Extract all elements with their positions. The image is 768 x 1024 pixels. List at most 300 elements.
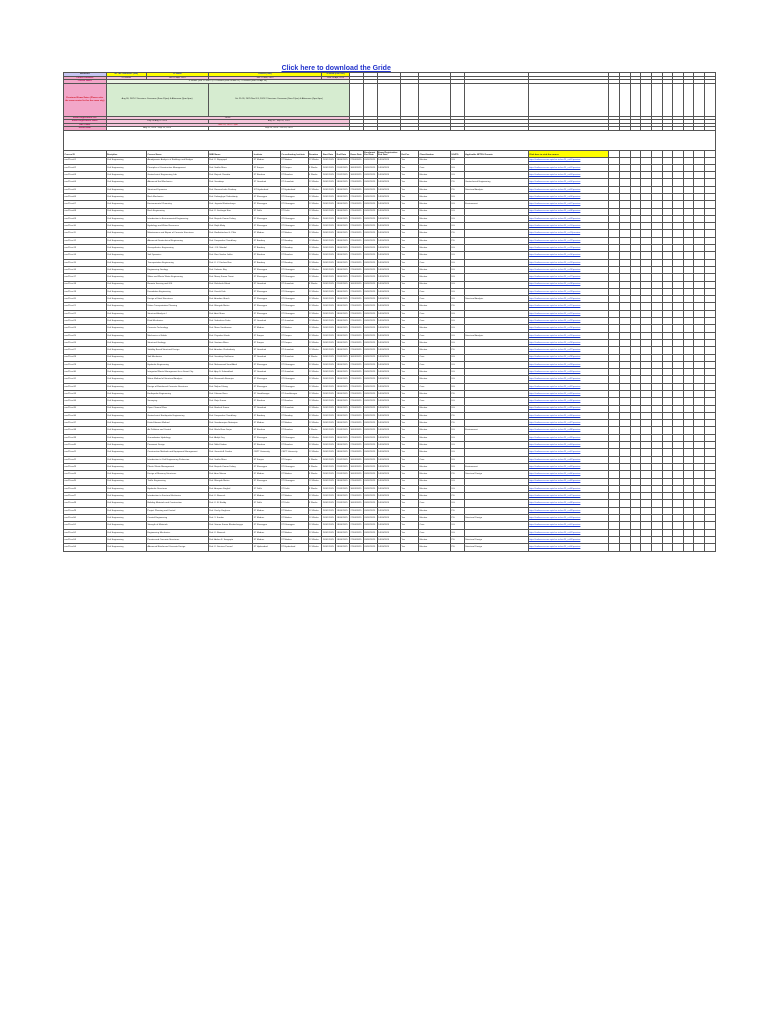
table-cell: 21/03/2025 <box>336 354 350 361</box>
table-cell: 27/04/2025 <box>349 449 363 456</box>
course-link[interactable]: https://onlinecourses.nptel.ac.in/noc25_ce01/preview <box>528 157 609 164</box>
table-cell: 12 Weeks <box>308 230 322 237</box>
table-cell: 18/04/2025 <box>336 449 350 456</box>
table-cell: 14/03/2025 <box>377 398 400 405</box>
table-cell: Integrated Waste Management for a Smart City <box>146 369 208 376</box>
table-cell: Civil Engineering <box>106 471 146 478</box>
table-cell: Yes <box>401 252 419 259</box>
table-cell: Prof. Brajesh Kumar Dubey <box>208 215 253 222</box>
course-link[interactable]: https://onlinecourses.nptel.ac.in/noc25_ce07/preview <box>528 201 609 208</box>
table-cell: IIT Madras <box>280 529 308 536</box>
table-cell: IIT Gandhinagar <box>253 391 281 398</box>
table-cell: 03/02/2025 <box>363 259 377 266</box>
table-cell: 21/03/2025 <box>336 471 350 478</box>
course-link[interactable]: https://onlinecourses.nptel.ac.in/noc25_ce40/preview <box>528 442 609 449</box>
table-cell: Design of Masonry Structures <box>146 471 208 478</box>
table-cell <box>464 529 528 536</box>
table-cell <box>464 361 528 368</box>
table-cell: Prof. K. R. Reddy <box>208 500 253 507</box>
course-link[interactable]: https://onlinecourses.nptel.ac.in/noc25_ce26/preview <box>528 339 609 346</box>
table-cell: Stability Based Structural Design <box>146 347 208 354</box>
table-cell: 24/01/2025 <box>322 252 336 259</box>
table-cell: Yes <box>401 318 419 325</box>
table-cell: 14/03/2025 <box>377 434 400 441</box>
course-link[interactable]: https://onlinecourses.nptel.ac.in/noc25_ce05/preview <box>528 186 609 193</box>
table-cell: Elective <box>419 245 451 252</box>
table-cell: Civil Engineering <box>106 449 146 456</box>
table-cell: UG <box>450 463 464 470</box>
table-cell: 8 Weeks <box>308 164 322 171</box>
table-cell: IIT Guwahati <box>280 354 308 361</box>
table-cell: Prof. Manoj Kumar Tiwari <box>208 274 253 281</box>
course-link[interactable]: https://onlinecourses.nptel.ac.in/noc25_ce30/preview <box>528 369 609 376</box>
table-cell <box>464 522 528 529</box>
table-cell <box>464 493 528 500</box>
table-cell: Prof. Arun Menon <box>208 471 253 478</box>
table-cell: Civil Engineering <box>106 332 146 339</box>
table-cell: 03/02/2025 <box>363 434 377 441</box>
table-cell: 18/04/2025 <box>336 325 350 332</box>
course-link[interactable]: https://onlinecourses.nptel.ac.in/noc25_ce47/preview <box>528 493 609 500</box>
table-cell: Yes <box>401 522 419 529</box>
course-link[interactable]: https://onlinecourses.nptel.ac.in/noc25_ce08/preview <box>528 208 609 215</box>
table-cell: 18/04/2025 <box>336 310 350 317</box>
column-header: Institute <box>253 150 281 157</box>
course-link[interactable]: https://onlinecourses.nptel.ac.in/noc25_ce12/preview <box>528 237 609 244</box>
table-cell: 14/03/2025 <box>377 529 400 536</box>
course-link[interactable]: https://onlinecourses.nptel.ac.in/noc25_ce52/preview <box>528 529 609 536</box>
hall-ticket-value: June 29, 2025 - 5pm <box>106 123 349 127</box>
table-cell: IIT Delhi <box>253 485 281 492</box>
course-link[interactable]: https://onlinecourses.nptel.ac.in/noc25_ce25/preview <box>528 332 609 339</box>
table-cell: UG <box>450 281 464 288</box>
table-cell: Hydraulic Structures <box>146 485 208 492</box>
table-cell: Civil Engineering <box>106 420 146 427</box>
column-header: Exam Registration End Date <box>377 150 400 157</box>
table-cell: 27/04/2025 <box>349 339 363 346</box>
table-cell: UG <box>450 223 464 230</box>
table-cell: 14/03/2025 <box>377 252 400 259</box>
table-cell: 03/02/2025 <box>363 471 377 478</box>
course-link[interactable]: https://onlinecourses.nptel.ac.in/noc25_ce29/preview <box>528 361 609 368</box>
course-link[interactable]: https://onlinecourses.nptel.ac.in/noc25_ce34/preview <box>528 398 609 405</box>
table-cell: Structural Design <box>464 544 528 551</box>
table-cell: 27/04/2025 <box>349 332 363 339</box>
table-cell: 12 Weeks <box>308 223 322 230</box>
table-cell: 18/04/2025 <box>336 230 350 237</box>
course-link[interactable]: https://onlinecourses.nptel.ac.in/noc25_ce23/preview <box>528 318 609 325</box>
table-cell <box>464 215 528 222</box>
column-header: Applicable NPTEL Domain <box>464 150 528 157</box>
course-link[interactable]: https://onlinecourses.nptel.ac.in/noc25_ce35/preview <box>528 405 609 412</box>
table-cell: 8 Weeks <box>308 427 322 434</box>
table-cell: 14/03/2025 <box>377 485 400 492</box>
table-cell: UG <box>450 193 464 200</box>
course-link[interactable]: https://onlinecourses.nptel.ac.in/noc25_ce43/preview <box>528 463 609 470</box>
table-cell: IIT Kharagpur <box>280 522 308 529</box>
table-cell: 03/02/2025 <box>363 245 377 252</box>
course-link[interactable]: https://onlinecourses.nptel.ac.in/noc25_ce02/preview <box>528 164 609 171</box>
table-cell: 27/04/2025 <box>349 536 363 543</box>
table-cell: 14/03/2025 <box>377 179 400 186</box>
table-row <box>64 500 716 507</box>
course-link[interactable]: https://onlinecourses.nptel.ac.in/noc25_ce44/preview <box>528 471 609 478</box>
table-cell: IIT Kanpur <box>280 332 308 339</box>
table-cell: 24/01/2025 <box>322 303 336 310</box>
table-cell: Civil Engineering <box>106 515 146 522</box>
table-cell: 27/04/2025 <box>349 259 363 266</box>
course-link[interactable]: https://onlinecourses.nptel.ac.in/noc25_ce13/preview <box>528 245 609 252</box>
course-link[interactable]: https://onlinecourses.nptel.ac.in/noc25_ce49/preview <box>528 507 609 514</box>
table-cell: IIT Kharagpur <box>253 274 281 281</box>
course-link[interactable]: https://onlinecourses.nptel.ac.in/noc25_ce20/preview <box>528 296 609 303</box>
table-cell: Urban Transportation Planning <box>146 303 208 310</box>
table-cell: Yes <box>401 347 419 354</box>
table-cell: 24/01/2025 <box>322 434 336 441</box>
table-cell <box>464 245 528 252</box>
table-cell: 14/03/2025 <box>377 478 400 485</box>
table-cell: noc25-ce42 <box>64 456 107 463</box>
table-cell: Elective <box>419 347 451 354</box>
column-header: Co-ordinating Institute <box>280 150 308 157</box>
table-cell: IIT Kharagpur <box>280 463 308 470</box>
course-link[interactable]: https://onlinecourses.nptel.ac.in/noc25_ce22/preview <box>528 310 609 317</box>
table-cell: Yes <box>401 515 419 522</box>
table-cell: Core <box>419 522 451 529</box>
table-cell: IIT Delhi <box>253 208 281 215</box>
table-cell: noc25-ce04 <box>64 179 107 186</box>
table-cell: 24/01/2025 <box>322 310 336 317</box>
table-cell: IIT Hyderabad <box>280 544 308 551</box>
exam-reg-label: Exam Registration Dates <box>64 120 107 124</box>
table-cell: CEPT University <box>253 449 281 456</box>
table-cell: noc25-ce53 <box>64 536 107 543</box>
table-cell: 18/04/2025 <box>336 266 350 273</box>
table-cell: 03/02/2025 <box>363 442 377 449</box>
table-cell: IIT Roorkee <box>280 172 308 179</box>
table-cell: UG <box>450 332 464 339</box>
table-cell: UG <box>450 259 464 266</box>
table-cell: Core <box>419 361 451 368</box>
table-cell: Civil Engineering <box>106 164 146 171</box>
table-cell: Introduction to Fracture Mechanics <box>146 493 208 500</box>
table-cell: 24/01/2025 <box>322 420 336 427</box>
table-row <box>64 536 716 543</box>
table-cell: Prof. Ajay S. Kalamdhad <box>208 369 253 376</box>
table-cell: 27/04/2025 <box>349 361 363 368</box>
table-cell: 03/02/2025 <box>363 186 377 193</box>
table-cell: 18/04/2025 <box>336 193 350 200</box>
table-cell: IIT Delhi <box>253 500 281 507</box>
table-cell: Yes <box>401 449 419 456</box>
table-cell: 18/04/2025 <box>336 332 350 339</box>
table-row <box>64 252 716 259</box>
table-cell <box>464 318 528 325</box>
table-row <box>64 237 716 244</box>
table-cell: Civil Engineering <box>106 369 146 376</box>
table-cell: 03/02/2025 <box>363 522 377 529</box>
table-cell: IIT Kharagpur <box>280 201 308 208</box>
table-cell: IIT Roorkee <box>253 172 281 179</box>
table-cell: Project Planning and Control <box>146 507 208 514</box>
table-row <box>64 223 716 230</box>
table-cell: Elective <box>419 485 451 492</box>
table-cell: 03/02/2025 <box>363 478 377 485</box>
table-cell: 14/03/2025 <box>377 442 400 449</box>
course-link[interactable]: https://onlinecourses.nptel.ac.in/noc25_ce45/preview <box>528 478 609 485</box>
table-cell: Construction Methods and Equipment Management <box>146 449 208 456</box>
table-cell: 03/02/2025 <box>363 208 377 215</box>
table-cell: 27/04/2025 <box>349 420 363 427</box>
course-link[interactable]: https://onlinecourses.nptel.ac.in/noc25_ce36/preview <box>528 412 609 419</box>
course-link[interactable]: https://onlinecourses.nptel.ac.in/noc25_ce38/preview <box>528 427 609 434</box>
semester-label: Semester <box>64 73 107 77</box>
course-link[interactable]: https://onlinecourses.nptel.ac.in/noc25_ce06/preview <box>528 193 609 200</box>
table-cell: Rock Engineering <box>146 208 208 215</box>
table-cell: noc25-ce06 <box>64 193 107 200</box>
table-cell: 27/04/2025 <box>349 157 363 164</box>
course-link[interactable]: https://onlinecourses.nptel.ac.in/noc25_ce17/preview <box>528 274 609 281</box>
table-cell: 27/04/2025 <box>349 391 363 398</box>
table-cell: Structural Dynamics <box>146 186 208 193</box>
table-cell: UG <box>450 266 464 273</box>
table-row <box>64 493 716 500</box>
course-link[interactable]: https://onlinecourses.nptel.ac.in/noc25_ce03/preview <box>528 172 609 179</box>
table-cell: 18/04/2025 <box>336 296 350 303</box>
table-cell: 03/02/2025 <box>363 391 377 398</box>
course-link[interactable]: https://onlinecourses.nptel.ac.in/noc25_ce15/preview <box>528 259 609 266</box>
table-cell: Prof. Brajesh Kumar Dubey <box>208 463 253 470</box>
download-link[interactable]: Click here to download the Gride <box>281 64 391 72</box>
course-link[interactable]: https://onlinecourses.nptel.ac.in/noc25_ce21/preview <box>528 303 609 310</box>
table-cell <box>464 208 528 215</box>
table-cell: IIT Kharagpur <box>253 193 281 200</box>
table-cell: UG <box>450 354 464 361</box>
table-cell: noc25-ce18 <box>64 281 107 288</box>
table-cell: Prof. Rajib Maity <box>208 223 253 230</box>
table-cell: 24/01/2025 <box>322 369 336 376</box>
table-cell: noc25-ce11 <box>64 230 107 237</box>
table-cell: IIT Guwahati <box>280 318 308 325</box>
table-cell: noc25-ce39 <box>64 434 107 441</box>
table-cell: 27/04/2025 <box>349 522 363 529</box>
table-cell: Prof. Sreedeep <box>208 179 253 186</box>
table-cell: PG <box>450 471 464 478</box>
table-cell: Yes <box>401 544 419 551</box>
table-cell: Core <box>419 310 451 317</box>
table-cell: Yes <box>401 529 419 536</box>
table-cell: IIT Madras <box>280 536 308 543</box>
table-cell: IIT Roorkee <box>280 252 308 259</box>
table-cell: noc25-ce44 <box>64 471 107 478</box>
table-cell: 14/03/2025 <box>377 420 400 427</box>
table-cell: IIT Delhi <box>280 500 308 507</box>
table-cell: 03/02/2025 <box>363 376 377 383</box>
table-cell: 27/04/2025 <box>349 398 363 405</box>
table-cell <box>464 274 528 281</box>
table-cell: 14/03/2025 <box>377 193 400 200</box>
table-cell: Prof. Sudhir Misra <box>208 456 253 463</box>
table-cell: Civil Engineering <box>106 296 146 303</box>
table-row <box>64 157 716 164</box>
table-cell: Foundation Engineering <box>146 288 208 295</box>
table-cell: Elective <box>419 201 451 208</box>
course-link[interactable]: https://onlinecourses.nptel.ac.in/noc25_ce50/preview <box>528 515 609 522</box>
table-cell: Fluid Mechanics <box>146 318 208 325</box>
course-link[interactable]: https://onlinecourses.nptel.ac.in/noc25_ce28/preview <box>528 354 609 361</box>
table-cell: Transportation Engineering <box>146 259 208 266</box>
table-cell: 24/01/2025 <box>322 361 336 368</box>
table-cell: noc25-ce17 <box>64 274 107 281</box>
table-cell: Civil Engineering <box>106 274 146 281</box>
table-cell: Civil Engineering <box>106 493 146 500</box>
table-cell: UG <box>450 245 464 252</box>
course-link[interactable]: https://onlinecourses.nptel.ac.in/noc25_ce54/preview <box>528 544 609 551</box>
table-cell: Yes <box>401 296 419 303</box>
table-cell: IIT Bombay <box>280 245 308 252</box>
table-cell: 12 Weeks <box>308 369 322 376</box>
table-cell: Environment <box>464 463 528 470</box>
table-cell: 18/04/2025 <box>336 412 350 419</box>
table-cell: Civil Engineering <box>106 325 146 332</box>
table-cell: noc25-ce05 <box>64 186 107 193</box>
table-cell: IIT Madras <box>280 230 308 237</box>
table-cell: 27/04/2025 <box>349 478 363 485</box>
table-cell <box>464 193 528 200</box>
table-cell: IIT Madras <box>253 536 281 543</box>
table-cell: Elective <box>419 442 451 449</box>
table-cell <box>464 354 528 361</box>
table-cell: 12 Weeks <box>308 296 322 303</box>
course-link[interactable]: https://onlinecourses.nptel.ac.in/noc25_ce46/preview <box>528 485 609 492</box>
table-cell: Core <box>419 318 451 325</box>
table-cell: 24/01/2025 <box>322 201 336 208</box>
course-link[interactable]: https://onlinecourses.nptel.ac.in/noc25_ce41/preview <box>528 449 609 456</box>
table-cell: Yes <box>401 536 419 543</box>
table-cell: IIT Roorkee <box>280 398 308 405</box>
table-cell: 27/04/2025 <box>349 442 363 449</box>
table-cell <box>464 303 528 310</box>
table-cell: Civil Engineering <box>106 376 146 383</box>
table-cell: Elective <box>419 427 451 434</box>
course-link[interactable]: https://onlinecourses.nptel.ac.in/noc25_ce04/preview <box>528 179 609 186</box>
course-link[interactable]: https://onlinecourses.nptel.ac.in/noc25_ce42/preview <box>528 456 609 463</box>
table-cell: IIT Roorkee <box>280 427 308 434</box>
table-cell: 14/03/2025 <box>377 230 400 237</box>
course-link[interactable]: https://onlinecourses.nptel.ac.in/noc25_ce39/preview <box>528 434 609 441</box>
table-cell: noc25-ce03 <box>64 172 107 179</box>
table-cell: 30/03/2025 <box>349 471 363 478</box>
table-cell: Prof. Nirjhar Dhang <box>208 383 253 390</box>
table-cell: IIT Kharagpur <box>280 303 308 310</box>
table-row <box>64 405 716 412</box>
column-header: Start Date <box>322 150 336 157</box>
table-cell: 12 Weeks <box>308 412 322 419</box>
table-cell: Yes <box>401 398 419 405</box>
table-cell: 12 Weeks <box>308 201 322 208</box>
table-cell: Prof. Abhijit Dey <box>208 434 253 441</box>
table-cell: Civil Engineering <box>106 281 146 288</box>
table-cell: Yes <box>401 332 419 339</box>
table-cell: IIT Kanpur <box>280 456 308 463</box>
course-link[interactable]: https://onlinecourses.nptel.ac.in/noc25_ce37/preview <box>528 420 609 427</box>
table-cell: PG <box>450 391 464 398</box>
table-cell: Prof. Bhola Ram Gurjar <box>208 427 253 434</box>
table-cell: Civil Engineering <box>106 193 146 200</box>
table-cell: 18/04/2025 <box>336 376 350 383</box>
table-cell: Core <box>419 164 451 171</box>
table-cell: IIT Guwahati <box>253 281 281 288</box>
table-cell <box>464 383 528 390</box>
course-link[interactable]: https://onlinecourses.nptel.ac.in/noc25_ce16/preview <box>528 266 609 273</box>
duration-8wk-jan: Jan 27-Mar, 2025 <box>208 76 322 80</box>
table-cell: noc25-ce31 <box>64 376 107 383</box>
table-cell: IIT Kharagpur <box>253 201 281 208</box>
table-cell: IIT Kharagpur <box>253 223 281 230</box>
table-cell: Air Pollution and Control <box>146 427 208 434</box>
table-cell: Yes <box>401 361 419 368</box>
table-cell: 12 Weeks <box>308 544 322 551</box>
table-cell: 03/02/2025 <box>363 507 377 514</box>
table-cell: 18/04/2025 <box>336 361 350 368</box>
course-link[interactable]: https://onlinecourses.nptel.ac.in/noc25_ce24/preview <box>528 325 609 332</box>
course-link[interactable]: https://onlinecourses.nptel.ac.in/noc25_ce31/preview <box>528 376 609 383</box>
table-cell: 03/02/2025 <box>363 266 377 273</box>
table-cell: 03/02/2025 <box>363 405 377 412</box>
table-cell: IIT Guwahati <box>253 405 281 412</box>
table-cell: Plastic Waste Management <box>146 463 208 470</box>
table-cell: IIT Madras <box>253 471 281 478</box>
table-cell: 14/03/2025 <box>377 208 400 215</box>
course-link[interactable]: https://onlinecourses.nptel.ac.in/noc25_ce09/preview <box>528 215 609 222</box>
course-link[interactable]: https://onlinecourses.nptel.ac.in/noc25_ce11/preview <box>528 230 609 237</box>
exam-reg-2: Aug 18 - Sep 20, 2025 <box>208 120 349 124</box>
table-cell: Engineering Geology <box>146 266 208 273</box>
table-cell: Civil Engineering <box>106 361 146 368</box>
course-link[interactable]: https://onlinecourses.nptel.ac.in/noc25_ce18/preview <box>528 281 609 288</box>
table-cell: Prof. Ravi Sankar Jakka <box>208 252 253 259</box>
exam-reg-1: July 28-Aug 22 2025 <box>106 120 208 124</box>
course-link[interactable]: https://onlinecourses.nptel.ac.in/noc25_ce53/preview <box>528 536 609 543</box>
table-cell: Civil Engineering <box>106 252 146 259</box>
table-cell: Elective <box>419 237 451 244</box>
exam-dates-2: Oct 25-26, 2025 Nov 8-9, 2025 2 Sessions: Forenoon (9am-12pm) & Afternoon (2pm-5pm) <box>208 83 349 116</box>
table-cell <box>464 398 528 405</box>
table-cell: 12 Weeks <box>308 208 322 215</box>
course-link[interactable]: https://onlinecourses.nptel.ac.in/noc25_ce10/preview <box>528 223 609 230</box>
table-cell: noc25-ce50 <box>64 515 107 522</box>
course-link[interactable]: https://onlinecourses.nptel.ac.in/noc25_ce48/preview <box>528 500 609 507</box>
course-link[interactable]: https://onlinecourses.nptel.ac.in/noc25_ce27/preview <box>528 347 609 354</box>
table-cell: 24/01/2025 <box>322 281 336 288</box>
course-link[interactable]: https://onlinecourses.nptel.ac.in/noc25_ce32/preview <box>528 383 609 390</box>
table-cell: IIT Madras <box>253 157 281 164</box>
table-cell: Structural Design <box>464 515 528 522</box>
table-cell <box>464 325 528 332</box>
table-cell: 27/04/2025 <box>349 318 363 325</box>
table-cell: 24/01/2025 <box>322 215 336 222</box>
course-link[interactable]: https://onlinecourses.nptel.ac.in/noc25_ce33/preview <box>528 391 609 398</box>
course-link[interactable]: https://onlinecourses.nptel.ac.in/noc25_ce19/preview <box>528 288 609 295</box>
course-link[interactable]: https://onlinecourses.nptel.ac.in/noc25_ce51/preview <box>528 522 609 529</box>
table-cell: Prof. K. Ramesh <box>208 493 253 500</box>
table-cell: noc25-ce20 <box>64 296 107 303</box>
table-cell: 21/02/2025 <box>336 456 350 463</box>
table-cell: 18/04/2025 <box>336 186 350 193</box>
table-cell <box>464 442 528 449</box>
course-link[interactable]: https://onlinecourses.nptel.ac.in/noc25_ce14/preview <box>528 252 609 259</box>
table-cell: UG <box>450 369 464 376</box>
